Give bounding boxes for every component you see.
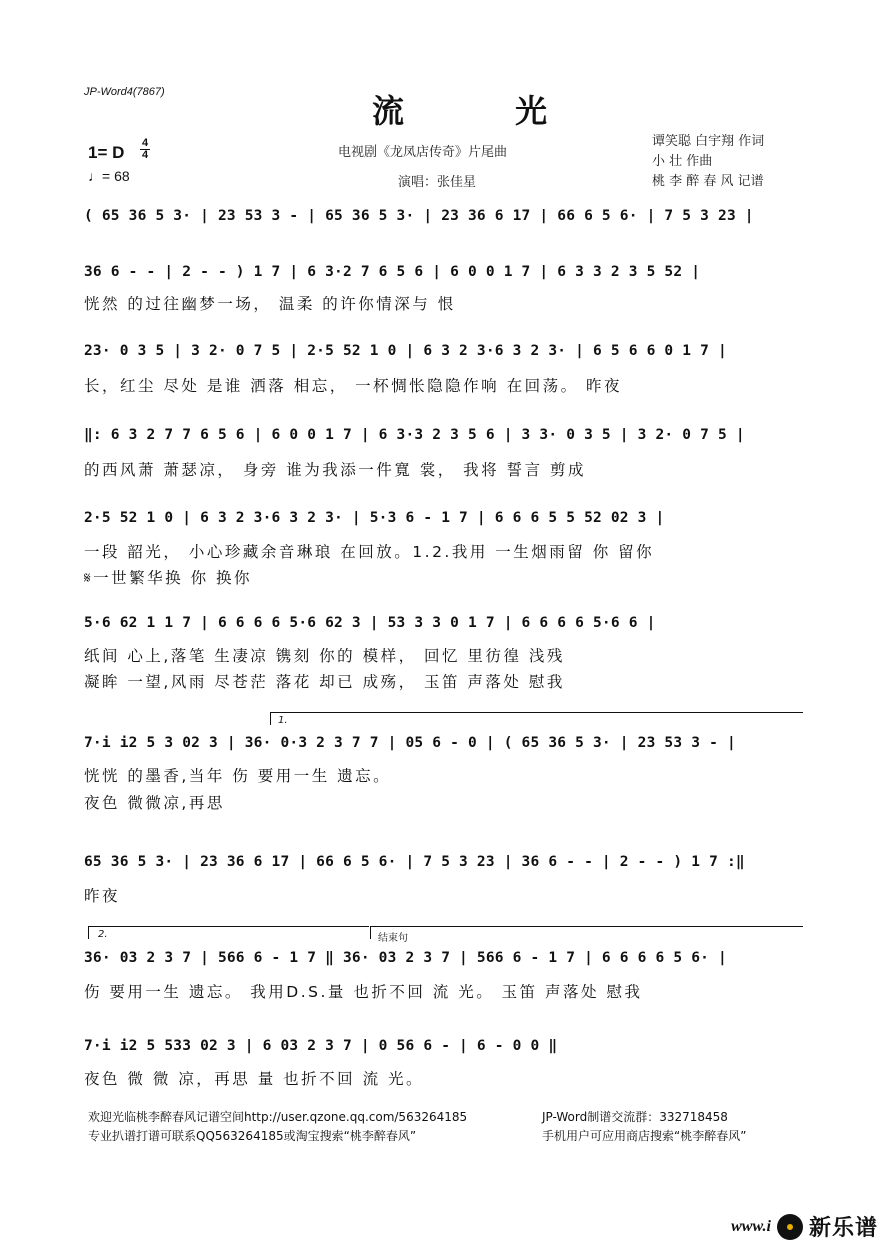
score-line-6: 5·6 62 1 1 7 | 6 6 6 6 5·6 62 3 | 53 3 3 0 1 7 | 6 6 6 6 5·6 6 | [84, 615, 656, 631]
lyric-line-2: 恍然 的过往幽梦一场， 温柔 的许你情深与 恨 [84, 295, 456, 313]
lyric-line-6b: 凝眸 一望,风雨 尽苍茫 落花 却已 成殇， 玉笛 声落处 慰我 [84, 673, 565, 691]
lyric-line-5b: 𝄋一世繁华换 你 换你 [84, 569, 253, 587]
watermark-logo [731, 1211, 878, 1242]
coda-bracket [370, 926, 803, 939]
score-line-9: 36· 03 2 3 7 | 566 6 - 1 7 ‖ 36· 03 2 3 7 | 566 6 - 1 7 | 6 6 6 6 5 6· | [84, 950, 727, 966]
coda-label: 结束句 [378, 933, 408, 944]
score-line-2: 36 6 - - | 2 - - ) 1 7 | 6 3·2 7 6 5 6 | 6 0 0 1 7 | 6 3 3 2 3 5 52 | [84, 264, 701, 280]
time-signature-bottom: 4 [141, 149, 149, 161]
transcriber-credit: 桃 李 醉 春 风 记谱 [652, 174, 764, 189]
score-line-5: 2·5 52 1 0 | 6 3 2 3·6 3 2 3· | 5·3 6 - 1 7 | 6 6 6 5 5 52 02 3 | [84, 510, 665, 526]
lyricist-credit: 谭笑聪 白宇翔 作词 [652, 134, 765, 149]
lyric-line-7a: 恍恍 的墨香,当年 伤 要用一生 遗忘。 [84, 767, 392, 785]
key-signature: 1= D [88, 143, 125, 162]
score-line-8: 65 36 5 3· | 23 36 6 17 | 66 6 5 6· | 7 5 3 23 | 36 6 - - | 2 - - ) 1 7 :‖ [84, 854, 745, 870]
software-label: JP-Word4(7867) [84, 86, 165, 98]
footer-line2-right: 手机用户可应用商店搜索“桃李醉春风” [542, 1129, 747, 1143]
score-line-7: 7·i i2 5 3 02 3 | 36· 0·3 2 3 7 7 | 05 6 - 0 | ( 65 36 5 3· | 23 53 3 - | [84, 735, 736, 751]
score-line-3: 23· 0 3 5 | 3 2· 0 7 5 | 2·5 52 1 0 | 6 3 2 3·6 3 2 3· | 6 5 6 6 0 1 7 | [84, 343, 727, 359]
score-line-1: ( 65 36 5 3· | 23 53 3 - | 65 36 5 3· | 23 36 6 17 | 66 6 5 6· | 7 5 3 23 | [84, 208, 754, 224]
time-signature-top: 4 [141, 137, 149, 149]
footer-line2-left: 专业扒谱打谱可联系QQ563264185或淘宝搜索“桃李醉春风” [88, 1129, 417, 1143]
lyric-line-4: 的西风萧 萧瑟凉， 身旁 谁为我添一件寬 裳， 我将 誓言 剪成 [84, 461, 586, 479]
volta-bracket-1 [270, 712, 803, 725]
footer-line1-left: 欢迎光临桃李醉春风记谱空间http://user.qzone.qq.com/563264185 [88, 1110, 468, 1124]
volta-bracket-2 [88, 926, 369, 939]
watermark-brand: 新乐谱 [808, 1216, 878, 1241]
volta-label-1: 1. [278, 715, 288, 726]
footer-line1-right: JP-Word制谱交流群：332718458 [542, 1110, 728, 1124]
lyric-line-8: 昨夜 [84, 887, 121, 905]
lyric-line-7b: 夜色 微微凉,再思 [84, 794, 225, 812]
volta-label-2: 2. [98, 929, 108, 940]
score-line-10: 7·i i2 5 533 02 3 | 6 03 2 3 7 | 0 56 6 - | 6 - 0 0 ‖ [84, 1038, 558, 1054]
lyric-line-6a: 纸间 心上,落笔 生凄凉 镌刻 你的 模样， 回忆 里彷徨 浅残 [84, 647, 565, 665]
subtitle: 电视剧《龙凤店传奇》片尾曲 [338, 145, 508, 160]
score-line-4: ‖: 6 3 2 7 7 6 5 6 | 6 0 0 1 7 | 6 3·3 2 3 5 6 | 3 3· 0 3 5 | 3 2· 0 7 5 | [84, 427, 745, 443]
time-signature [140, 138, 150, 161]
lyric-line-10: 夜色 微 微 凉，再思 量 也折不回 流 光。 [84, 1070, 424, 1088]
record-disc-icon [777, 1214, 803, 1240]
tempo-mark: ♩= 68 [88, 168, 130, 184]
watermark-url: www.i [731, 1217, 771, 1235]
song-title: 流 光 [372, 92, 598, 130]
lyric-line-9: 伤 要用一生 遗忘。 我用D.S.量 也折不回 流 光。 玉笛 声落处 慰我 [84, 983, 643, 1001]
composer-credit: 小 壮 作曲 [652, 154, 713, 169]
lyric-line-3: 长，红尘 尽处 是谁 洒落 相忘， 一杯惆怅隐隐作响 在回荡。 昨夜 [84, 377, 622, 395]
lyric-line-5a: 一段 韶光， 小心珍藏余音琳琅 在回放。1.2.我用 一生烟雨留 你 留你 [84, 543, 655, 561]
singer-credit: 演唱：张佳星 [398, 175, 477, 190]
